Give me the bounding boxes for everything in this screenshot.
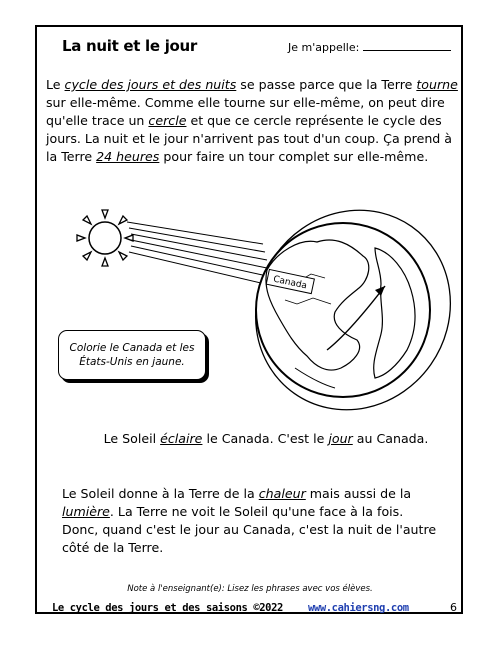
light-rays (127, 222, 267, 284)
paragraph-intro (46, 76, 458, 166)
sun-icon (77, 210, 133, 266)
text: pour faire un tour complet sur elle-même. (159, 149, 429, 164)
callout-text: Colorie le Canada et les États-Unis en jaune. (69, 342, 195, 368)
earth-globe (256, 223, 430, 397)
website-link[interactable]: www.cahiersng.com (308, 602, 409, 614)
teacher-note: Note à l'enseignant(e): Lisez les phrases avec vos élèves. (127, 584, 373, 594)
underlined-term: chaleur (258, 486, 306, 501)
name-label: Je m'appelle: (288, 41, 360, 54)
underlined-term: cycle des jours et des nuits (64, 77, 237, 92)
underlined-term: jour (328, 431, 353, 446)
name-field (288, 40, 451, 54)
text: et que ce cercle représente le cycle des jours. La nuit et le jour n'arrivent pas tout d'un coup. Ça prend à la Terre (46, 113, 453, 164)
canada-label-text: Canada (272, 274, 308, 292)
text: Le Soleil (103, 431, 161, 446)
series-title: Le cycle des jours et des saisons ©2022 (52, 602, 283, 614)
text: mais aussi de la (305, 486, 412, 501)
page-title: La nuit et le jour (62, 37, 198, 55)
text: au Canada. (352, 431, 429, 446)
text: le Canada. C'est le (202, 431, 329, 446)
coloring-instruction-callout (58, 330, 206, 380)
text: se passe parce que la Terre (236, 77, 417, 92)
underlined-term: lumière (62, 504, 110, 519)
paragraph-sun-lights (86, 430, 446, 448)
text: Le Soleil donne à la Terre de la (62, 486, 259, 501)
text: Le (46, 77, 65, 92)
underlined-term: 24 heures (96, 149, 160, 164)
sun-earth-illustration (45, 200, 460, 415)
underlined-term: tourne (416, 77, 458, 92)
underlined-term: éclaire (160, 431, 203, 446)
text: sur elle-même. Comme elle tourne sur elle-même, on peut dire qu'elle trace un (46, 95, 445, 128)
underlined-term: cercle (148, 113, 187, 128)
text: . La Terre ne voit le Soleil qu'une face à la fois. Donc, quand c'est le jour au Canada, c'est la nuit de l'autre côté de la Terre. (62, 504, 437, 555)
paragraph-heat-light (62, 485, 442, 557)
page-number: 6 (450, 601, 457, 614)
name-blank-line (363, 40, 451, 51)
